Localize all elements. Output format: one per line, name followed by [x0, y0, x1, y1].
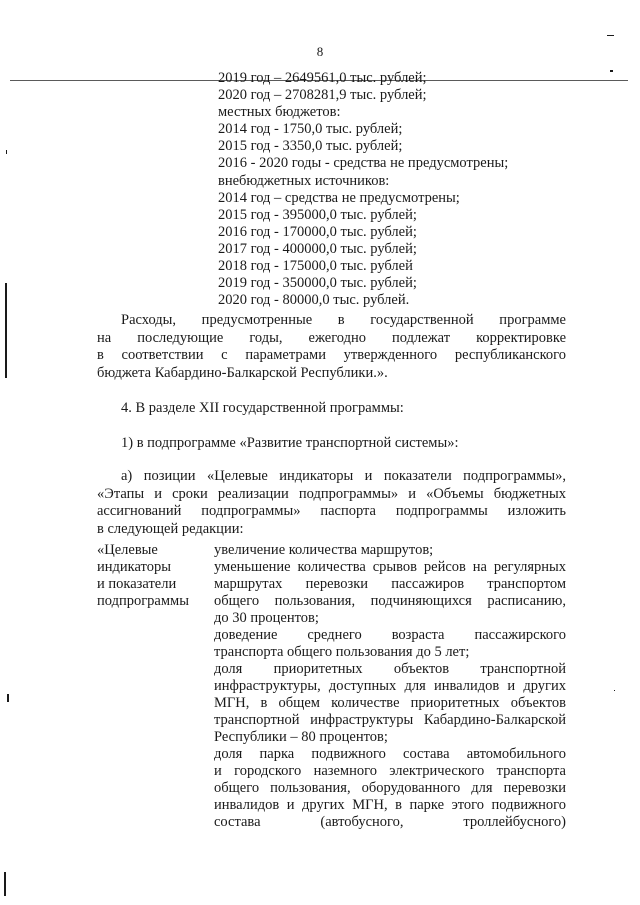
indicator-line: и городского наземного электрического транспорта: [214, 763, 566, 779]
subprogram-heading: [97, 435, 566, 453]
funding-line: 2019 год – 2649561,0 тыс. рублей;: [218, 70, 427, 86]
funding-line: 2015 год - 3350,0 тыс. рублей;: [218, 138, 403, 155]
page-number: 8: [316, 44, 324, 59]
paragraph-line: ассигнований подпрограммы» паспорта подпрограммы изложить: [97, 503, 566, 519]
indicator-line: доля парка подвижного состава автомобильного: [214, 746, 566, 762]
clause-a-paragraph: [97, 468, 566, 538]
funding-line: местных бюджетов:: [218, 104, 341, 121]
paragraph-line: в следующей редакции:: [97, 520, 244, 537]
section-heading-text: 4. В разделе XII государственной программы:: [121, 400, 404, 416]
indicator-line: Республики – 80 процентов;: [214, 729, 388, 745]
indicator-line: увеличение количества маршрутов;: [214, 542, 434, 558]
paragraph-line: Расходы, предусмотренные в государственной программе: [121, 312, 566, 328]
paragraph-line: в соответствии с параметрами утвержденного республиканского: [97, 347, 566, 363]
scan-artifact-mark: [610, 70, 613, 72]
expenses-paragraph: [97, 312, 566, 382]
funding-line: 2017 год - 400000,0 тыс. рублей;: [218, 240, 417, 257]
indicator-line: МГН, в общем количестве приоритетных объектов: [214, 695, 566, 711]
funding-line: 2014 год – средства не предусмотрены;: [218, 189, 460, 206]
scan-artifact-mark: [614, 690, 615, 691]
funding-line: 2014 год - 1750,0 тыс. рублей;: [218, 121, 403, 138]
section-heading: [97, 400, 566, 418]
scan-artifact-mark: [5, 283, 7, 378]
indicator-line: инфраструктуры, доступных для инвалидов и других: [214, 678, 566, 694]
indicator-line: доведение среднего возраста пассажирского: [214, 627, 566, 643]
funding-line: внебюджетных источников:: [218, 172, 390, 189]
passport-label-cell: [97, 542, 207, 610]
indicator-line: маршрутах перевозки пассажиров транспортом: [214, 576, 566, 592]
indicator-line: транспортной инфраструктуры Кабардино-Балкарской: [214, 712, 566, 728]
funding-line: 2015 год - 395000,0 тыс. рублей;: [218, 206, 417, 223]
funding-line: 2020 год – 2708281,9 тыс. рублей;: [218, 87, 427, 104]
funding-line: 2019 год - 350000,0 тыс. рублей;: [218, 275, 417, 292]
funding-line: 2020 год - 80000,0 тыс. рублей.: [218, 292, 410, 309]
subprogram-heading-text: 1) в подпрограмме «Развитие транспортной системы»:: [121, 435, 459, 451]
indicator-line: состава (автобусного, троллейбусного): [214, 814, 566, 830]
scan-artifact-mark: [4, 872, 6, 896]
scan-artifact-mark: [7, 694, 9, 702]
indicator-line: общего пользования, оборудованного для перевозки: [214, 780, 566, 796]
scan-artifact-mark: [607, 35, 614, 36]
funding-line: 2016 - 2020 годы - средства не предусмотрены;: [218, 155, 509, 172]
funding-list: [218, 70, 508, 309]
passport-label-line: «Целевые: [97, 542, 158, 558]
passport-label-line: индикаторы: [97, 559, 171, 575]
paragraph-line: «Этапы и сроки реализации подпрограммы» и «Объемы бюджетных: [97, 485, 566, 502]
passport-indicators-cell: [214, 542, 566, 831]
funding-line: 2018 год - 175000,0 тыс. рублей: [218, 258, 413, 275]
indicator-line: до 30 процентов;: [214, 610, 319, 626]
paragraph-line: а) позиции «Целевые индикаторы и показатели подпрограммы»,: [121, 468, 566, 484]
scan-artifact-mark: [6, 150, 7, 154]
indicator-line: доля приоритетных объектов транспортной: [214, 661, 566, 677]
indicator-line: инвалидов и других МГН, в парке этого подвижного: [214, 797, 566, 813]
passport-label-line: и показатели: [97, 576, 177, 592]
funding-line: 2016 год - 170000,0 тыс. рублей;: [218, 223, 417, 240]
indicator-line: общего пользования, подчиняющихся расписанию,: [214, 593, 566, 609]
indicator-line: транспорта общего пользования до 5 лет;: [214, 644, 470, 660]
paragraph-line: на последующие годы, ежегодно подлежат корректировке: [97, 329, 566, 346]
paragraph-line: бюджета Кабардино-Балкарской Республики.».: [97, 364, 388, 381]
passport-label-line: подпрограммы: [97, 593, 189, 609]
indicator-line: уменьшение количества срывов рейсов на регулярных: [214, 559, 566, 575]
